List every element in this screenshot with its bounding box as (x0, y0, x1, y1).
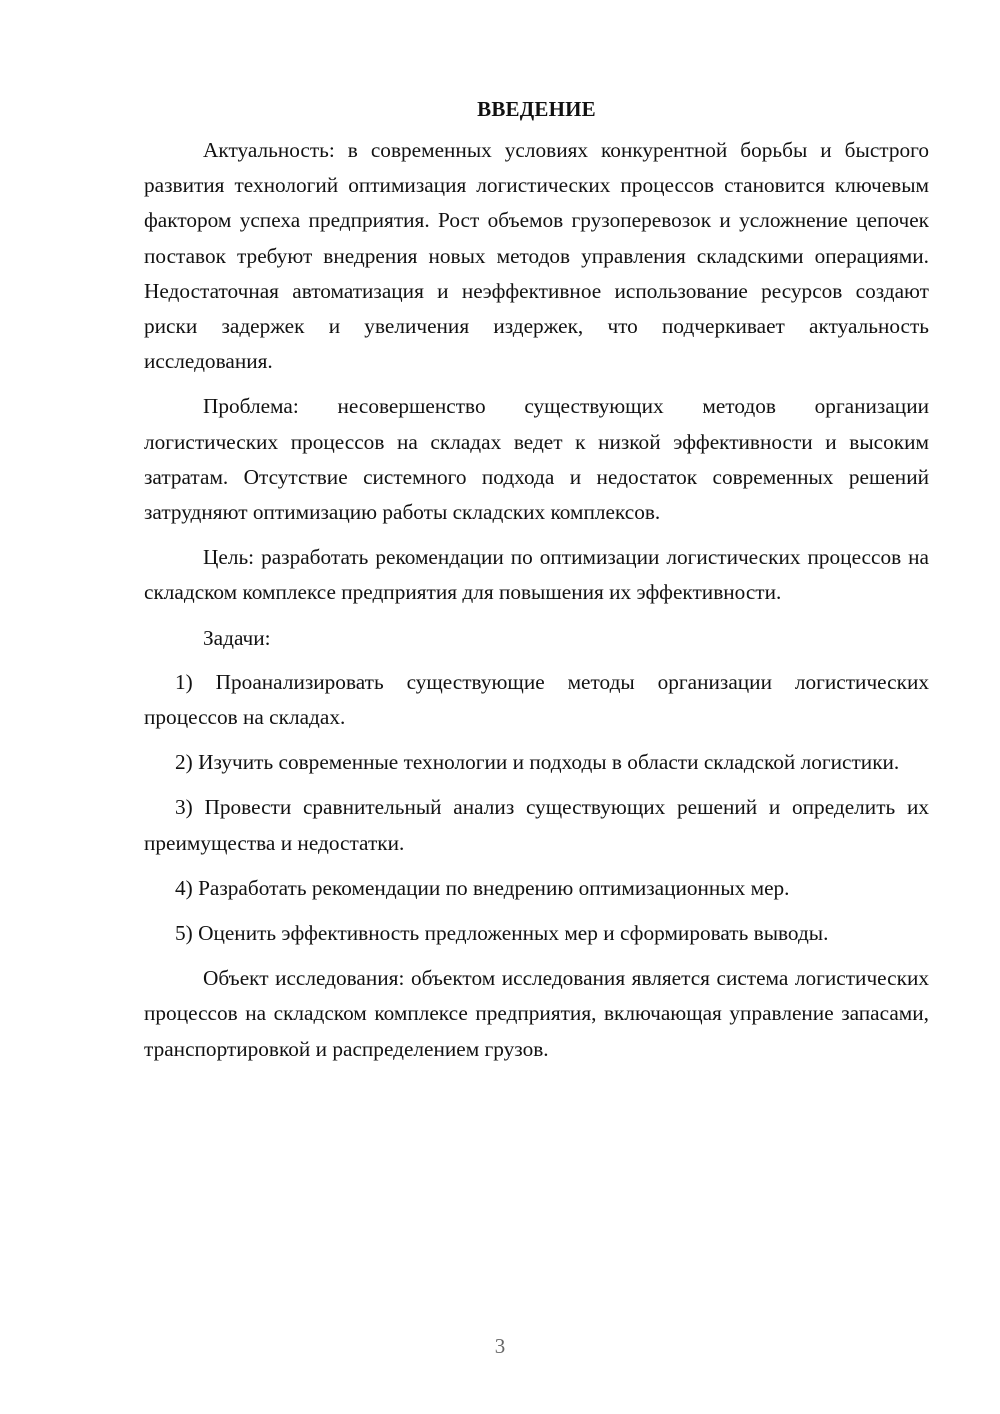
task-item-2: 2) Изучить современные технологии и подходы в области складской логистики. (175, 750, 900, 775)
relevance-paragraph: Актуальность: в современных условиях конкурентной борьбы и быстрого развития технологий оптимизация логистических процессов становится ключевым фактором успеха предприятия. Рост объемов грузоперевозок и усложнение цепочек поставок требуют внедрения новых методов управления складскими операциями. Недостаточная автоматизация и неэффективное использование ресурсов создают риски задержек и увеличения издержек, что подчеркивает актуальность исследования. (144, 138, 929, 374)
task-item-4: 4) Разработать рекомендации по внедрению оптимизационных мер. (175, 875, 790, 900)
research-object-paragraph: Объект исследования: объектом исследования является система логистических процессов на складском комплексе предприятия, включающая управление запасами, транспортировкой и распределением грузов. (144, 966, 929, 1061)
problem-paragraph: Проблема: несовершенство существующих методов организации логистических процессов на складах ведет к низкой эффективности и высоким затратам. Отсутствие системного подхода и недостаток современных решений затрудняют оптимизацию работы складских комплексов. (144, 394, 929, 525)
page-title: ВВЕДЕНИЕ (477, 97, 596, 121)
tasks-list (144, 665, 929, 951)
tasks-heading: Задачи: (203, 625, 271, 650)
task-item-5: 5) Оценить эффективность предложенных мер и сформировать выводы. (175, 921, 829, 946)
task-item-3: 3) Провести сравнительный анализ существующих решений и определить их преимущества и недостатки. (144, 795, 929, 855)
task-item-1: 1) Проанализировать существующие методы организации логистических процессов на складах. (144, 669, 929, 730)
page-content (144, 92, 929, 1077)
page-number: 3 (494, 1334, 506, 1358)
goal-paragraph: Цель: разработать рекомендации по оптимизации логистических процессов на складском комплексе предприятия для повышения их эффективности. (144, 545, 929, 605)
